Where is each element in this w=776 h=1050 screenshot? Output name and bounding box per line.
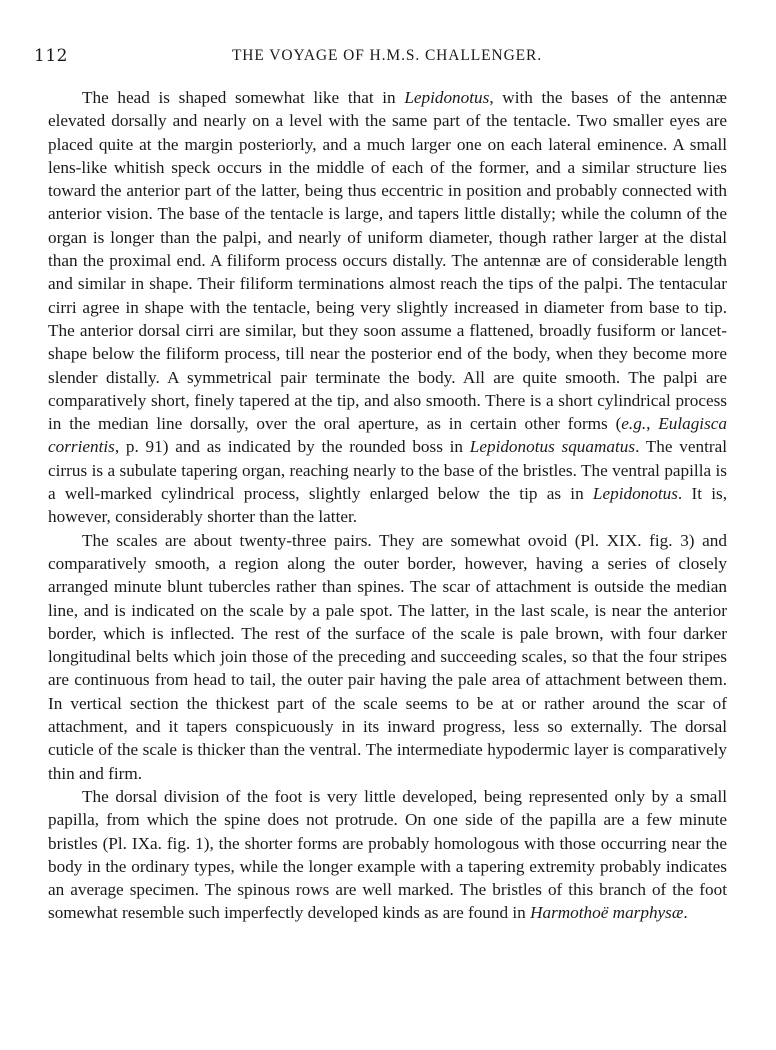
italic-taxon: Lepidonotus squamatus (469, 437, 636, 457)
text-run: . (683, 903, 688, 923)
italic-abbreviation: e.g. (621, 414, 647, 434)
italic-taxon: Lepidonotus (404, 88, 490, 107)
text-run: The scales are about twenty-three pairs. They are somewhat ovoid (Pl. XIX. fig. 3) and comparatively smooth, a region along the outer border, however, having a series of closely arranged minute blunt tubercles rather than spines. The scar of attachment is outside the median line, and is indicated on the scale by a pale spot. The latter, in the last scale, is near the anterior border, which is inflected. The rest of the surface of the scale is pale brown, with four darker longitudinal belts which join those of the preceding and succeeding scales, so that the four stripes are continuous from head to tail, the outer pair having the pale area of attachment between them. In vertical section the thickest part of the scale seems to be at or rather around the scar of attachment, and it tapers conspicuously in its inward progress, less so externally. The dorsal cuticle of the scale is thicker than the ventral. The intermediate hypodermic layer is comparatively thin and firm. (48, 530, 727, 783)
text-run: The head is shaped somewhat like that in (82, 88, 405, 107)
italic-taxon: Harmothoë marphysæ (530, 903, 684, 923)
running-head (34, 42, 740, 70)
text-run: . It is, however, considerably shorter than the latter. (48, 484, 727, 527)
text-run: , p. 91) and as indicated by the rounded boss in (114, 437, 470, 457)
italic-taxon: Eulagisca corrientis (48, 414, 727, 457)
paragraph-foot-description (48, 785, 727, 925)
italic-taxon: Lepidonotus (592, 484, 678, 504)
paragraph-scales-description (48, 529, 727, 785)
running-title: THE VOYAGE OF H.M.S. CHALLENGER. (231, 47, 543, 64)
text-run: , (646, 414, 659, 434)
text-run: , with the bases of the antennæ elevated dorsally and nearly on a level with the same part of the tentacle. Two smaller eyes are placed quite at the margin posteriorly, and a much larger one on each lateral eminence. A small lens-like whitish speck occurs in the middle of each of the former, and a similar structure lies toward the anterior part of the latter, being thus eccentric in position and probably connected with anterior vision. The base of the tentacle is large, and tapers little distally; while the column of the organ is longer than the palpi, and nearly of uniform diameter, though rather larger at the distal than the proximal end. A filiform process occurs distally. The antennæ are of considerable length and similar in shape. Their filiform terminations almost reach the tips of the palpi. The tentacular cirri agree in shape with the tentacle, being very slightly increased in diameter from base to tip. The anterior dorsal cirri are similar, but they soon assume a flattened, broadly fusiform or lancet-shape below the filiform process, till near the posterior end of the body, when they become more slender distally. A symmetrical pair terminate the body. All are quite smooth. The palpi are comparatively short, finely tapered at the tip, and also smooth. There is a short cylindrical process in the median line dorsally, over the oral aperture, as in certain other forms ( (48, 88, 727, 434)
paragraph-head-description (48, 86, 727, 529)
page-number: 112 (34, 46, 68, 66)
body-text (48, 86, 727, 925)
text-run: The dorsal division of the foot is very little developed, being represented only by a small papilla, from which the spine does not protrude. On one side of the papilla are a few minute bristles (Pl. IXa. fig. 1), the shorter forms are probably homologous with those occurring near the body in the ordinary types, while the longer example with a tapering extremity probably indicates an average specimen. The spinous rows are well marked. The bristles of this branch of the foot somewhat resemble such imperfectly developed kinds as are found in (48, 786, 727, 923)
text-run: . The ventral cirrus is a subulate tapering organ, reaching nearly to the base of the bristles. The ventral papilla is a well-marked cylindrical process, slightly enlarged below the tip as in (48, 437, 727, 504)
